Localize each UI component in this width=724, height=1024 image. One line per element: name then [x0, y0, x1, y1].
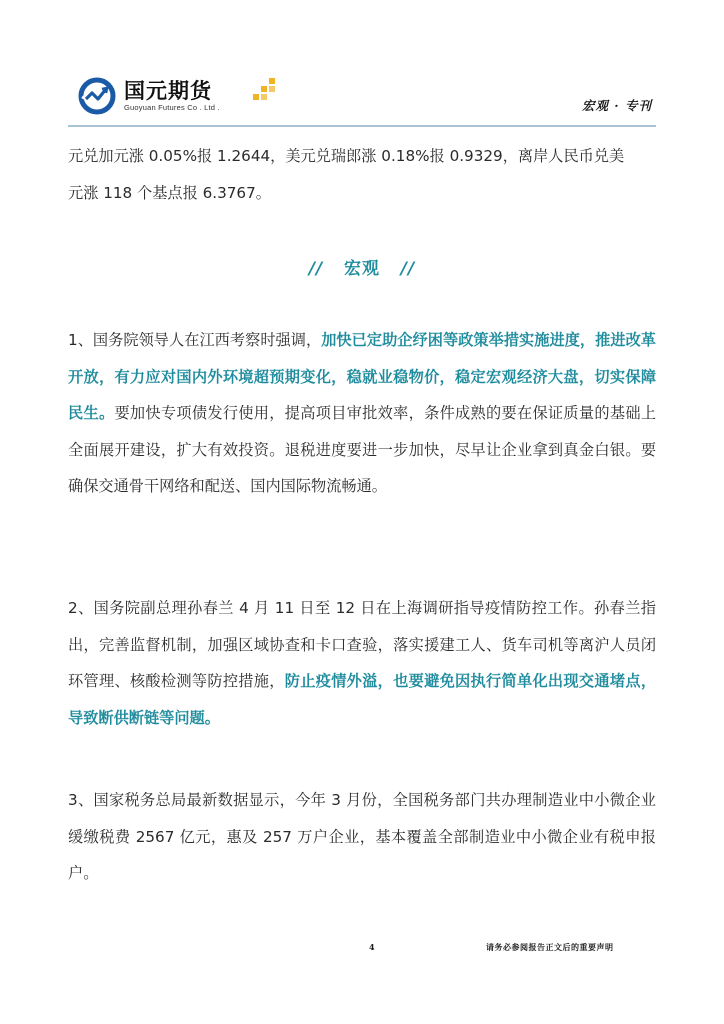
- report-type-tag: 宏观 · 专刊: [581, 98, 652, 113]
- intro-paragraph: [68, 138, 656, 211]
- item-2-highlight: 防止疫情外溢，也要避免因执行简单化出现交通堵点，导致断供断链等问题。: [68, 672, 657, 727]
- header-divider: [68, 125, 656, 127]
- item-1-prefix: 1、国务院领导人在江西考察时强调，: [68, 331, 322, 349]
- page-header: [68, 66, 656, 130]
- logo-squares-icon: [253, 78, 279, 104]
- heading-title: 宏观: [344, 259, 380, 279]
- company-logo: [78, 76, 220, 116]
- news-item-1: [68, 322, 656, 505]
- section-heading: [0, 254, 724, 279]
- logo-english-name: Guoyuan Futures Co . Ltd .: [124, 103, 220, 112]
- logo-chinese-name: 国元期货: [124, 79, 212, 103]
- news-item-3: [68, 782, 656, 892]
- heading-slash-right: //: [400, 259, 416, 279]
- page-number: 4: [369, 942, 375, 952]
- item-1-suffix: 要加快专项债发行使用，提高项目审批效率，条件成熟的要在保证质量的基础上全面展开建设，扩大有效投资。退税进度要进一步加快，尽早让企业拿到真金白银。要确保交通骨干网络和配送、国内国际物流畅通。: [68, 404, 657, 495]
- item-1-highlight: 加快已定助企纾困等政策举措实施进度，推进改革开放，有力应对国内外环境超预期变化，稳就业稳物价，稳定宏观经济大盘，切实保障民生。: [68, 331, 656, 422]
- heading-slash-left: //: [308, 259, 324, 279]
- disclaimer-text: 请务必参阅报告正文后的重要声明: [486, 942, 614, 952]
- intro-line-2: 元涨 118 个基点报 6.3767。: [68, 183, 271, 202]
- item-3-prefix: 3、国家税务总局最新数据显示，今年 3 月份，全国税务部门共办理制造业中小微企业缓缴税费 2567 亿元，惠及 257 万户企业，基本覆盖全部制造业中小微企业有税申报户。: [68, 791, 656, 882]
- logo-emblem-icon: [78, 77, 116, 115]
- item-2-prefix: 2、国务院副总理孙春兰 4 月 11 日至 12 日在上海调研指导疫情防控工作。孙春兰指出，完善监督机制，加强区域协查和卡口查验，落实援建工人、货车司机等离沪人员闭环管理、核酸检测等防控措施，: [68, 599, 656, 690]
- intro-line-1: 元兑加元涨 0.05%报 1.2644，美元兑瑞郎涨 0.18%报 0.9329，离岸人民币兑美: [68, 147, 625, 165]
- news-item-2: [68, 590, 656, 736]
